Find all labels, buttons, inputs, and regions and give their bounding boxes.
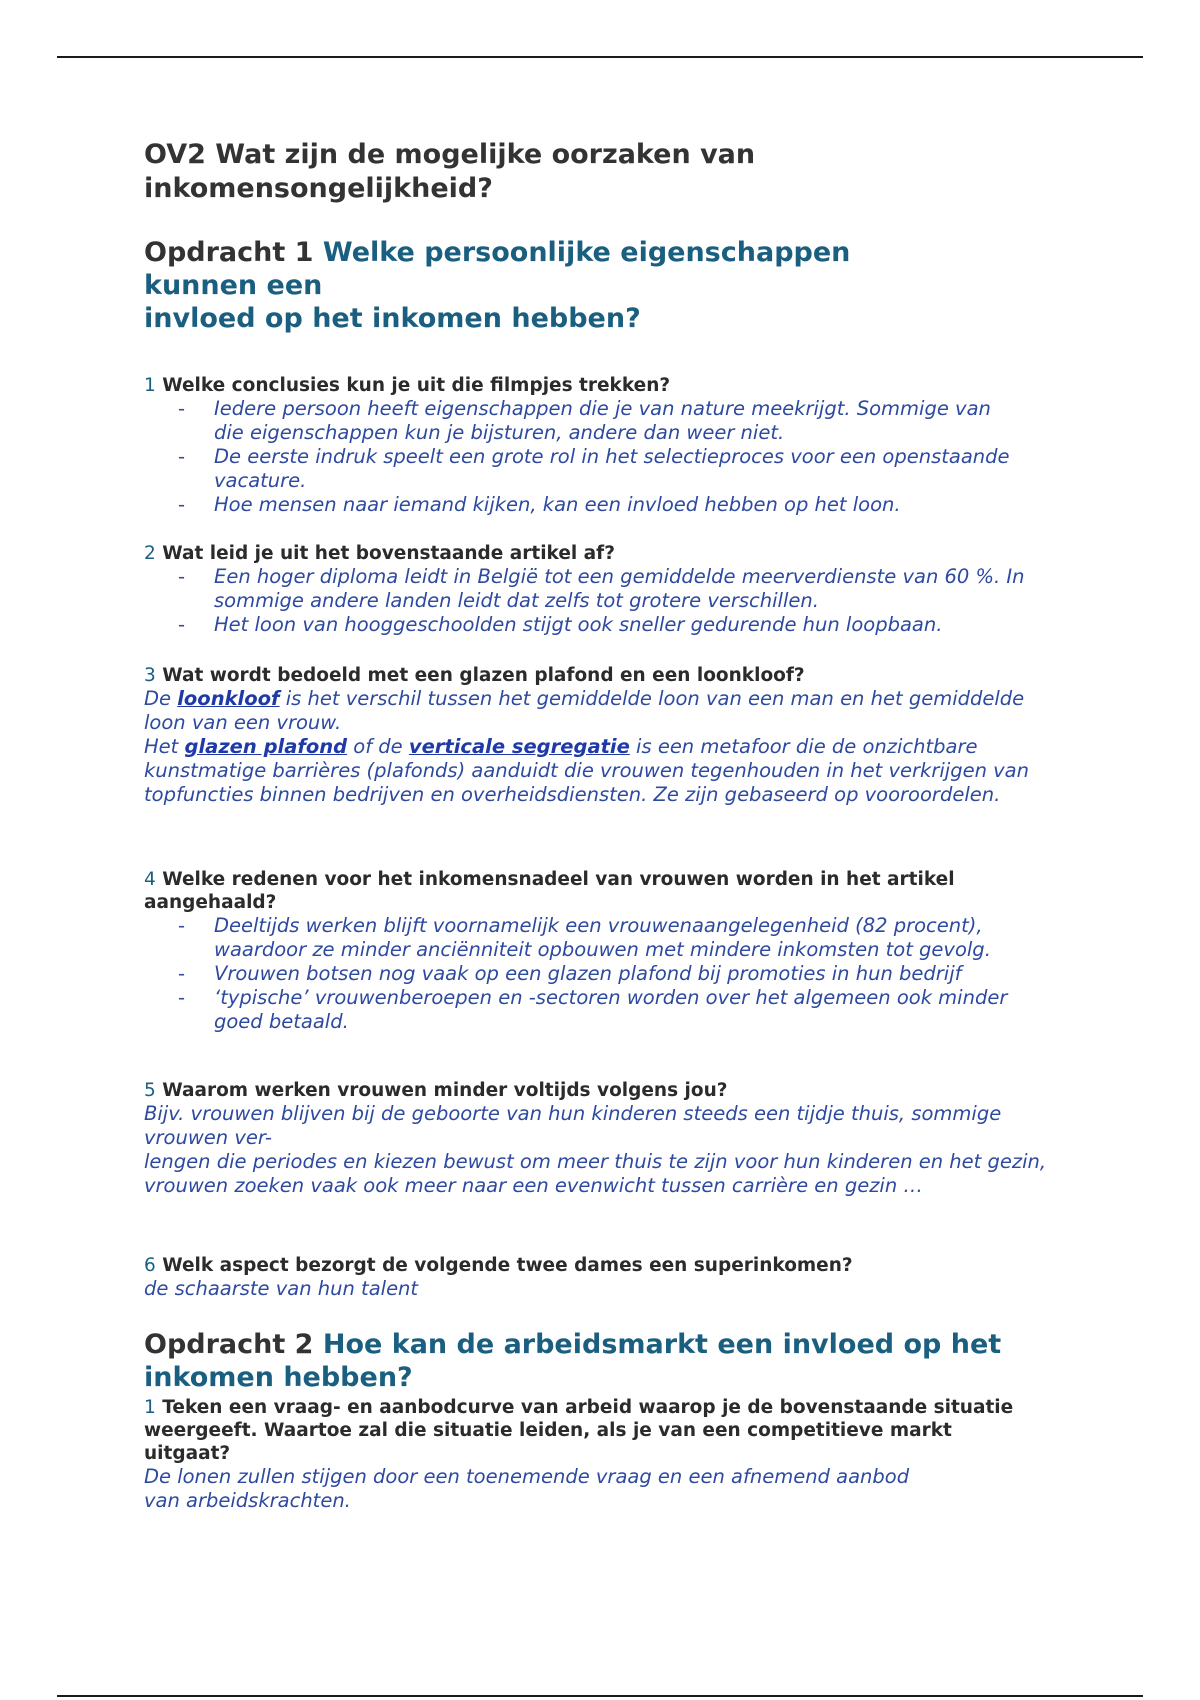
answer-line-2: lengen die periodes en kiezen bewust om meer thuis te zijn voor hun kinderen en het gezin, vrouwen zoeken vaak ook meer naar een evenwicht tussen carrière en gezin … <box>144 1150 1047 1197</box>
loonkloof-link[interactable]: loonkloof <box>177 687 280 710</box>
text-run: is een metafoor die de onzichtbare kunstmatige barrières (plafonds) aanduidt die vrouwen tegenhouden in het verkrijgen van topfuncties binnen bedrijven en overheidsdiensten. Ze zijn gebaseerd op vooroordelen. <box>144 735 1029 806</box>
text-run: Het <box>144 735 185 758</box>
question-1 <box>144 374 1064 517</box>
glazen-plafond-link[interactable]: glazen plafond <box>184 735 348 758</box>
list-item-text: ‘typische’ vrouwenberoepen en -sectoren worden over het algemeen ook minder goed betaald. <box>214 986 1008 1033</box>
list-item <box>178 962 1059 986</box>
question-3-text <box>144 664 1064 687</box>
question-number: 5 <box>144 1080 156 1101</box>
question-label-line1: Teken een vraag- en aanbodcurve van arbeid waarop je de bovenstaande situatie <box>162 1397 1014 1418</box>
question-4 <box>144 868 1064 1034</box>
question-6 <box>144 1254 1064 1301</box>
question-label: Wat wordt bedoeld met een glazen plafond en een loonkloof? <box>162 665 805 686</box>
opdracht-2-question-1 <box>144 1396 1064 1513</box>
question-number: 2 <box>144 543 156 564</box>
list-item <box>178 565 1054 613</box>
text-run: of de <box>347 735 409 758</box>
opdracht-2-title <box>144 1328 1044 1394</box>
question-1-text <box>144 374 1064 397</box>
answer-text: de schaarste van hun talent <box>144 1277 419 1300</box>
list-item <box>178 445 1024 493</box>
question-number: 3 <box>144 665 156 686</box>
dash-bullet: - <box>178 914 186 937</box>
dash-bullet: - <box>178 565 186 588</box>
answer-paragraph <box>144 687 1054 735</box>
answer-line-1: Bijv. vrouwen blijven bij de geboorte van hun kinderen steeds een tijdje thuis, sommige vrouwen ver- <box>144 1102 1002 1149</box>
question-2-text <box>144 542 1064 565</box>
question-number: 4 <box>144 869 156 890</box>
list-item <box>178 914 1059 962</box>
page-title: OV2 Wat zijn de mogelijke oorzaken van inkomensongelijkheid? <box>144 139 756 204</box>
question-label: Welke redenen voor het inkomensnadeel van vrouwen worden in het artikel aangehaald? <box>144 869 955 913</box>
dash-bullet: - <box>178 397 186 420</box>
list-item-text: Deeltijds werken blijft voornamelijk een vrouwenaangelegenheid (82 procent), waardoor ze minder anciënniteit opbouwen met mindere inkomsten tot gevolg. <box>214 914 991 961</box>
question-5-text <box>144 1079 1064 1102</box>
dash-bullet: - <box>178 613 186 636</box>
question-4-text <box>144 868 1044 914</box>
question-label: Wat leid je uit het bovenstaande artikel af? <box>162 543 615 564</box>
dash-bullet: - <box>178 445 186 468</box>
dash-bullet: - <box>178 962 186 985</box>
header-rule <box>57 56 1143 58</box>
dash-bullet: - <box>178 986 186 1009</box>
question-6-text <box>144 1254 1064 1277</box>
opdracht-2-label: Opdracht 2 <box>144 1329 314 1360</box>
list-item-text: Het loon van hooggeschoolden stijgt ook sneller gedurende hun loopbaan. <box>214 613 943 636</box>
opdracht-2-question-1-text <box>144 1396 1044 1465</box>
list-item <box>178 493 1024 517</box>
list-item <box>178 986 1014 1034</box>
question-2 <box>144 542 1064 637</box>
question-label: Welk aspect bezorgt de volgende twee dames een superinkomen? <box>162 1255 853 1276</box>
opdracht-2-heading <box>144 1328 1064 1394</box>
footer-rule <box>57 1695 1143 1697</box>
opdracht-1-question-line1: Welke persoonlijke eigenschappen kunnen een <box>144 237 851 301</box>
dash-bullet: - <box>178 493 186 516</box>
opdracht-2-question: Hoe kan de arbeidsmarkt een invloed op het inkomen hebben? <box>144 1329 1002 1393</box>
page-title-block <box>144 138 1064 206</box>
list-item <box>178 613 1054 637</box>
opdracht-1-label: Opdracht 1 <box>144 237 314 268</box>
opdracht-1-heading <box>144 236 1064 335</box>
list-item-text: Vrouwen botsen nog vaak op een glazen plafond bij promoties in hun bedrijf <box>214 962 962 985</box>
list-item-text: Een hoger diploma leidt in België tot een gemiddelde meerverdienste van 60 %. In sommige andere landen leidt dat zelfs tot grotere verschillen. <box>214 565 1025 612</box>
list-item-text: Iedere persoon heeft eigenschappen die je van nature meekrijgt. Sommige van die eigenschappen kun je bijsturen, andere dan weer niet. <box>214 397 991 444</box>
list-item-text: Hoe mensen naar iemand kijken, kan een invloed hebben op het loon. <box>214 493 901 516</box>
answer-list <box>144 914 1059 1034</box>
opdracht-1-question-line2: invloed op het inkomen hebben? <box>144 303 641 334</box>
question-label-line2: weergeeft. Waartoe zal die situatie leiden, als je van een competitieve markt uitgaat? <box>144 1420 952 1464</box>
text-run: De <box>144 687 178 710</box>
question-number: 1 <box>144 1397 156 1418</box>
answer-list <box>144 565 1054 637</box>
answer-line-2: van arbeidskrachten. <box>144 1489 351 1512</box>
question-label: Waarom werken vrouwen minder voltijds volgens jou? <box>162 1080 728 1101</box>
question-5 <box>144 1079 1064 1198</box>
opdracht-1-title <box>144 236 964 335</box>
answer-line-1: De lonen zullen stijgen door een toenemende vraag en een afnemend aanbod <box>144 1465 910 1488</box>
question-number: 1 <box>144 375 156 396</box>
question-number: 6 <box>144 1255 156 1276</box>
list-item-text: De eerste indruk speelt een grote rol in het selectieproces voor een openstaande vacature. <box>214 445 1010 492</box>
answer-paragraph <box>144 735 1054 807</box>
question-label: Welke conclusies kun je uit die filmpjes trekken? <box>162 375 671 396</box>
text-run: is het verschil tussen het gemiddelde loon van een man en het gemiddelde loon van een vrouw. <box>144 687 1025 734</box>
verticale-segregatie-link[interactable]: verticale segregatie <box>408 735 630 758</box>
list-item <box>178 397 1024 445</box>
answer-list <box>144 397 1024 517</box>
question-3 <box>144 664 1064 807</box>
